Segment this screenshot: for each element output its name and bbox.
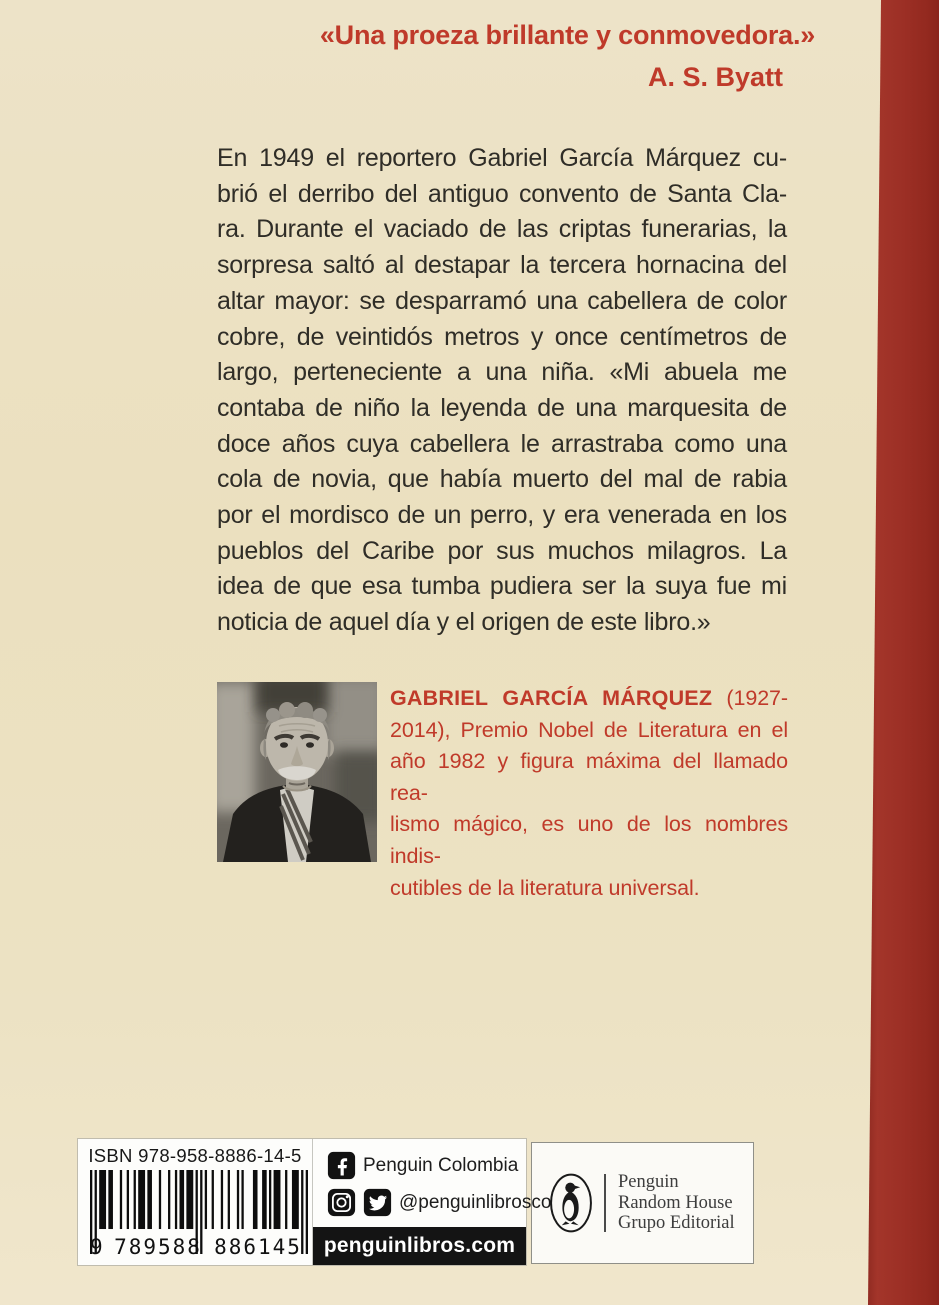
review-quote-attribution: A. S. Byatt xyxy=(647,62,783,92)
website-bar xyxy=(313,1227,526,1265)
penguin-logo-icon xyxy=(548,1171,594,1235)
review-quote-block xyxy=(300,20,835,93)
social-panel xyxy=(313,1139,552,1265)
facebook-icon xyxy=(327,1151,356,1180)
barcode-digit-group1: 789588 xyxy=(114,1235,202,1259)
barcode-digits xyxy=(90,1235,308,1259)
author-name: GABRIEL GARCÍA MÁRQUEZ xyxy=(390,686,713,710)
author-bio-first-line xyxy=(390,683,788,715)
barcode-digit-group2: 886145 xyxy=(214,1235,302,1259)
author-bio xyxy=(390,683,788,904)
synopsis-paragraph: En 1949 el reportero Gabriel García Márquez cu- brió el derribo del antiguo convento de Santa Cla- ra. Durante el vaciado de las criptas funerarias, la sorpresa saltó al destapar la tercera hornacina del altar mayor: se desparramó una cabellera de color cobre, de veintidós metros y once centímetros de largo, perteneciente a una niña. «Mi abuela me contaba de niño la leyenda de una marquesita de doce años cuya cabellera le arrastraba como una cola de novia, que había muerto del mal de rabia por el mordisco de un perro, y era venerada en los pueblos del Caribe por sus muchos milagros. La idea de que esa tumba pudiera ser la suya fue mi noticia de aquel día y el origen de este libro.» xyxy=(217,144,787,637)
isbn-label: ISBN 978-958-8886-14-5 xyxy=(88,1145,302,1166)
barcode-panel xyxy=(78,1139,313,1265)
facebook-label: Penguin Colombia xyxy=(363,1154,519,1176)
footer-strip xyxy=(77,1138,754,1266)
social-handle-label: @penguinlibrosco xyxy=(399,1191,552,1213)
publisher-logo-box xyxy=(531,1142,754,1264)
barcode-digit-first: 9 xyxy=(90,1235,103,1259)
author-bio-lines: 2014), Premio Nobel de Literatura en el año 1982 y figura máxima del llamado rea- lismo mágico, es uno de los nombres indis- cutibles de la literatura universal. xyxy=(390,717,788,900)
instagram-icon xyxy=(327,1188,356,1217)
handles-row xyxy=(327,1188,551,1217)
review-quote-text: «Una proeza brillante y conmovedora.» xyxy=(319,20,816,50)
twitter-icon xyxy=(363,1188,392,1217)
retail-info-box xyxy=(77,1138,552,1266)
book-spine xyxy=(860,0,939,1305)
publisher-logo-divider xyxy=(604,1174,606,1232)
author-years: (1927- xyxy=(712,686,788,710)
author-photo xyxy=(217,682,377,862)
facebook-row xyxy=(327,1151,518,1180)
website-url: penguinlibros.com xyxy=(323,1234,516,1257)
publisher-name: Penguin Random House Grupo Editorial xyxy=(618,1172,735,1234)
